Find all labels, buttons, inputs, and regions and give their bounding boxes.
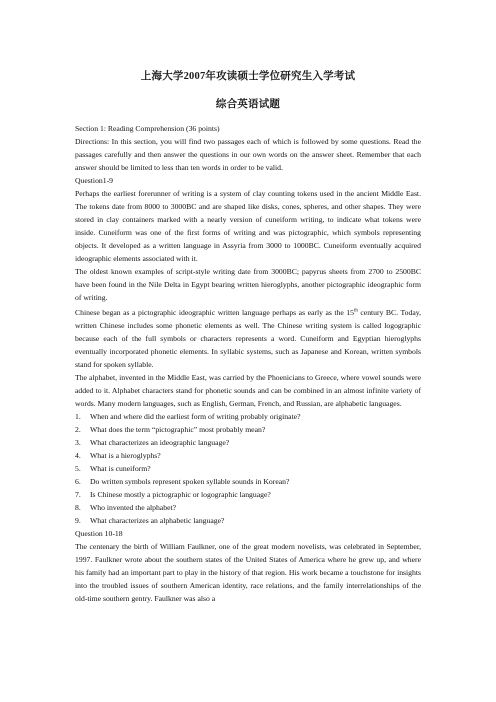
question-item bbox=[75, 462, 421, 475]
question-number: 6. bbox=[75, 476, 81, 486]
section-heading: Section 1: Reading Comprehension (36 points) bbox=[75, 124, 220, 133]
question-item bbox=[75, 488, 421, 501]
question-number: 3. bbox=[75, 437, 81, 447]
question-number: 7. bbox=[75, 489, 81, 499]
exam-subtitle: 综合英语试题 bbox=[215, 99, 281, 110]
passage1-paragraph: The oldest known examples of script-style writing date from 3000BC; papyrus sheets from 2700 to 2500BC have been found in the Nile Delta in Egypt bearing written hieroglyphs, another pictographic ideographic form of writing. bbox=[75, 267, 421, 302]
question-item bbox=[75, 436, 421, 449]
question-number: 1. bbox=[75, 411, 81, 421]
question-number: 5. bbox=[75, 463, 81, 473]
question-text: What is cuneiform? bbox=[90, 463, 151, 473]
question-item bbox=[75, 423, 421, 436]
question-text: Is Chinese mostly a pictographic or logographic language? bbox=[90, 489, 271, 499]
question-item bbox=[75, 410, 421, 423]
question-item bbox=[75, 449, 421, 462]
passage1-paragraph-text: Chinese began as a pictographic ideographic written language perhaps as early as the 15th century BC. Today, written Chinese includes some phonetic elements as well. The Chinese writing system is called logographic because each of the full symbols or characters represents a word. Cuneiform and Egyptian hieroglyphs eventually incorporated phonetic elements. In syllabic systems, such as Japanese and Korean, written symbols stand for spoken syllable. bbox=[75, 307, 422, 369]
passage1-label: Question1-9 bbox=[75, 176, 114, 185]
ordinal-suffix: th bbox=[353, 308, 358, 313]
question-text: When and where did the earliest form of writing probably originate? bbox=[90, 411, 301, 421]
question-text: Do written symbols represent spoken syllable sounds in Korean? bbox=[90, 476, 290, 486]
passage1-paragraph: Perhaps the earliest forerunner of writing is a system of clay counting tokens used in the ancient Middle East. The tokens date from 8000 to 3000BC and are shaped like disks, cones, spheres, and other shapes. They were stored in clay containers marked with a nearly version of cuneiform writing, to indicate what tokens were inside. Cuneiform was one of the first forms of writing and was pictographic, which symbols representing objects. It developed as a written language in Assyria from 3000 to 1000BC. Cuneiform eventually acquired ideographic elements associated with it. bbox=[75, 189, 421, 263]
question-text: What characterizes an alphabetic language? bbox=[90, 515, 225, 525]
question-text: What does the term “pictographic” most probably mean? bbox=[90, 424, 266, 434]
exam-title: 上海大学2007年攻读硕士学位研究生入学考试 bbox=[140, 71, 356, 82]
passage2-label: Question 10-18 bbox=[75, 528, 123, 538]
question-number: 8. bbox=[75, 502, 81, 512]
question-item bbox=[75, 475, 421, 488]
question-text: What characterizes an ideographic language? bbox=[90, 437, 230, 447]
passage2-paragraph: The centenary the birth of William Faulkner, one of the great modern novelists, was celebrated in September, 1997. Faulkner wrote about the southern states of the United States of America where he grew up, and where his family had an important part to play in the history of that region. His work became a touchstone for insights into the troubled issues of southern American identity, race relations, and the family interrelationships of the old-time southern gentry. Faulkner was also a bbox=[75, 541, 421, 603]
question-item bbox=[75, 514, 421, 527]
question-number: 9. bbox=[75, 515, 81, 525]
question-number: 2. bbox=[75, 424, 81, 434]
question-item bbox=[75, 501, 421, 514]
question-number: 4. bbox=[75, 450, 81, 460]
question-text: What is a hieroglyphs? bbox=[90, 450, 161, 460]
question-text: Who invented the alphabet? bbox=[90, 502, 177, 512]
exam-body bbox=[75, 122, 421, 605]
passage1-paragraph: The alphabet, invented in the Middle East, was carried by the Phoenicians to Greece, where vowel sounds were added to it. Alphabet characters stand for phonetic sounds and can be combined in an almost infinite variety of words. Many modern languages, such as English, German, French, and Russian, are alphabetic languages. bbox=[75, 372, 421, 408]
directions-text: Directions: In this section, you will find two passages each of which is followed by some questions. Read the passages carefully and then answer the questions in our own words on the answer sheet. Remember that each answer should be limited to less than ten words in order to be valid. bbox=[75, 137, 421, 172]
passage1-paragraph bbox=[75, 304, 421, 371]
